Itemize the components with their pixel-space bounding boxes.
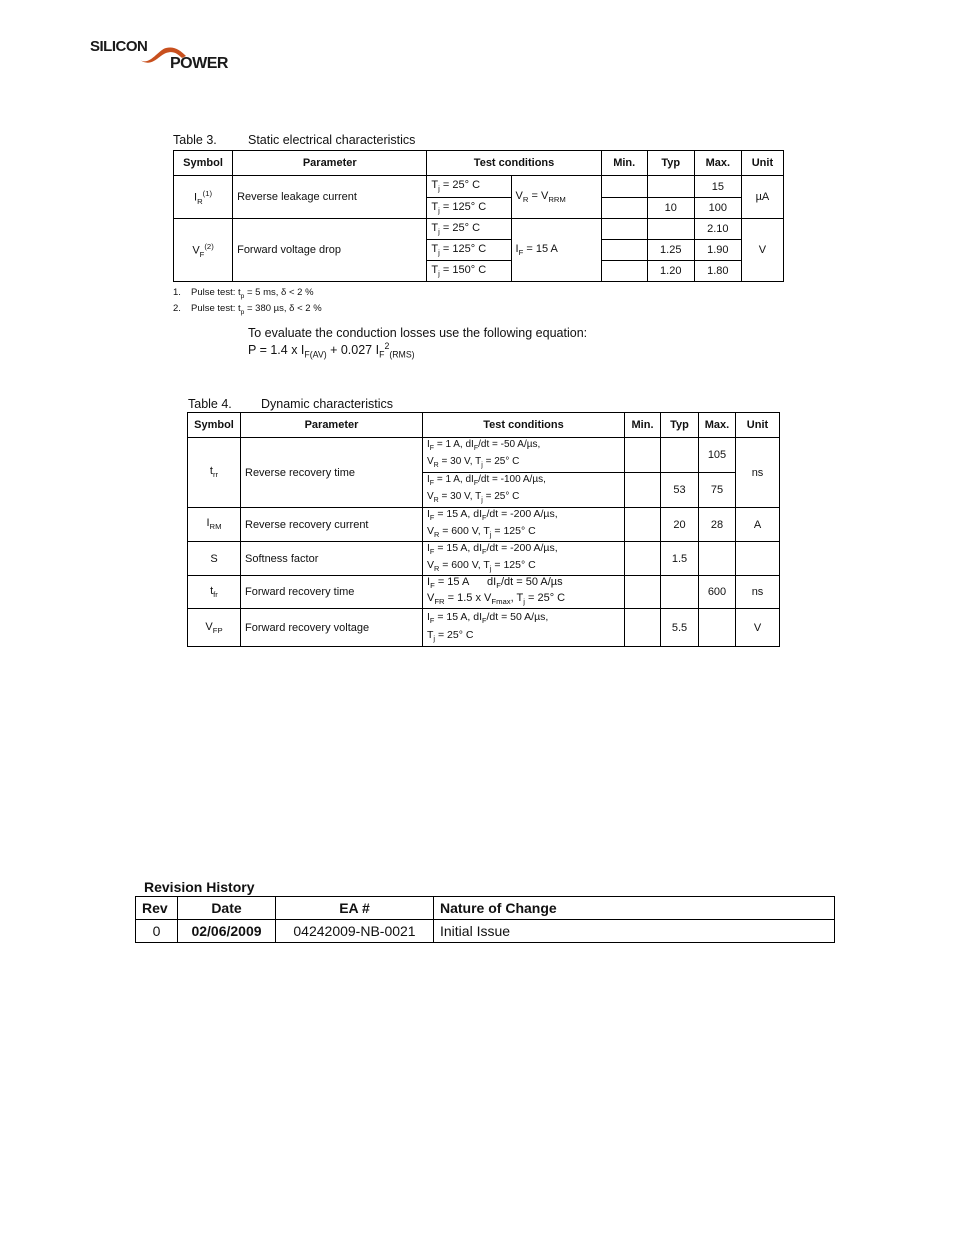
tfr-cond: $I_F = 15$ A $dI_F/dt = 50$ A/µs $V_{FR} = 1.5$ x $V_{Fmax}$, $T_j = 25^\circ$ C xyxy=(423,576,625,609)
vf-min-2 xyxy=(601,240,647,261)
table-row xyxy=(188,542,780,576)
irm-unit: A xyxy=(736,508,780,542)
logo-word-silicon: SILICON xyxy=(90,38,148,55)
footnote-1: 1. Pulse test: $t_p = 5$ ms, δ < 2 % xyxy=(173,287,314,300)
revision-history-title: Revision History xyxy=(144,879,255,895)
vf-min-1 xyxy=(601,219,647,240)
table3-caption xyxy=(173,133,416,147)
irm-max: 28 xyxy=(699,508,736,542)
tfr-symbol: $t_{fr}$ xyxy=(188,576,241,609)
irm-cond: $I_F = 15$ A, $dI_F/dt = -200$ A/µs, $V_R = 600$ V, $T_j = 125^\circ$ C xyxy=(423,508,625,542)
irm-min xyxy=(625,508,661,542)
header-test-conditions: Test conditions xyxy=(427,151,601,176)
ir-cond-right: $V_R = V_{RRM}$ xyxy=(511,176,601,219)
table-row xyxy=(188,438,780,473)
table-row xyxy=(136,920,835,943)
ir-unit: µA xyxy=(741,176,783,219)
table3-static-characteristics xyxy=(173,150,784,282)
revision-ea: 04242009-NB-0021 xyxy=(276,920,434,943)
vf-cond-3: $T_j = 150^\circ$ C xyxy=(427,261,511,282)
table-row xyxy=(188,576,780,609)
vf-max-3: 1.80 xyxy=(694,261,741,282)
header-symbol: Symbol xyxy=(174,151,233,176)
header-min: Min. xyxy=(601,151,647,176)
vfp-parameter: Forward recovery voltage xyxy=(241,609,423,647)
table3-header-row xyxy=(174,151,784,176)
trr-parameter: Reverse recovery time xyxy=(241,438,423,508)
ir-max-1: 15 xyxy=(694,176,741,198)
tfr-max: 600 xyxy=(699,576,736,609)
revision-change: Initial Issue xyxy=(434,920,835,943)
trr-cond-2: $I_F = 1$ A, $dI_F/dt = -100$ A/µs, $V_R = 30$ V, $T_j = 25^\circ$ C xyxy=(423,473,625,508)
vf-cond-2: $T_j = 125^\circ$ C xyxy=(427,240,511,261)
revision-history-table xyxy=(135,896,835,943)
s-min xyxy=(625,542,661,576)
vf-cond-1: $T_j = 25^\circ$ C xyxy=(427,219,511,240)
vf-max-2: 1.90 xyxy=(694,240,741,261)
table4-header-row xyxy=(188,413,780,438)
s-unit xyxy=(736,542,780,576)
header-max: Max. xyxy=(694,151,741,176)
header-parameter: Parameter xyxy=(233,151,427,176)
revision-date: 02/06/2009 xyxy=(178,920,276,943)
table-row xyxy=(188,508,780,542)
trr-typ-2: 53 xyxy=(661,473,699,508)
header-parameter: Parameter xyxy=(241,413,423,438)
ir-max-2: 100 xyxy=(694,198,741,219)
tfr-min xyxy=(625,576,661,609)
s-cond: $I_F = 15$ A, $dI_F/dt = -200$ A/µs, $V_R = 600$ V, $T_j = 125^\circ$ C xyxy=(423,542,625,576)
trr-cond-1: $I_F = 1$ A, $dI_F/dt = -50$ A/µs, $V_R = 30$ V, $T_j = 25^\circ$ C xyxy=(423,438,625,473)
vfp-typ: 5.5 xyxy=(661,609,699,647)
vf-cond-right: $I_F = 15$ A xyxy=(511,219,601,282)
revision-header-row xyxy=(136,897,835,920)
tfr-parameter: Forward recovery time xyxy=(241,576,423,609)
ir-min-1 xyxy=(601,176,647,198)
equation: P = 1.4 x $I_{F(AV)} + 0.027$ $I_F^2_{(RMS)}$ xyxy=(248,341,415,360)
ir-typ-1 xyxy=(647,176,694,198)
table4-title: Dynamic characteristics xyxy=(261,397,393,411)
table4-number: Table 4. xyxy=(188,397,232,411)
header-nature-of-change: Nature of Change xyxy=(434,897,835,920)
s-max xyxy=(699,542,736,576)
header-max: Max. xyxy=(699,413,736,438)
trr-unit: ns xyxy=(736,438,780,508)
trr-max-2: 75 xyxy=(699,473,736,508)
logo-word-power: POWER xyxy=(170,55,228,72)
header-unit: Unit xyxy=(741,151,783,176)
header-typ: Typ xyxy=(661,413,699,438)
company-logo xyxy=(88,34,248,78)
table-row xyxy=(188,609,780,647)
table3-title: Static electrical characteristics xyxy=(248,133,416,147)
s-parameter: Softness factor xyxy=(241,542,423,576)
vf-typ-1 xyxy=(647,219,694,240)
vfp-max xyxy=(699,609,736,647)
trr-min-1 xyxy=(625,438,661,473)
header-test-conditions: Test conditions xyxy=(423,413,625,438)
table4-dynamic-characteristics xyxy=(187,412,780,647)
header-ea: EA # xyxy=(276,897,434,920)
trr-typ-1 xyxy=(661,438,699,473)
vfp-cond: $I_F = 15$ A, $dI_F/dt = 50$ A/µs, $T_j = 25^\circ$ C xyxy=(423,609,625,647)
tfr-unit: ns xyxy=(736,576,780,609)
vf-max-1: 2.10 xyxy=(694,219,741,240)
vf-min-3 xyxy=(601,261,647,282)
header-rev: Rev xyxy=(136,897,178,920)
equation-intro: To evaluate the conduction losses use the following equation: xyxy=(248,326,588,340)
ir-parameter: Reverse leakage current xyxy=(233,176,427,219)
tfr-typ xyxy=(661,576,699,609)
trr-max-1: 105 xyxy=(699,438,736,473)
vf-parameter: Forward voltage drop xyxy=(233,219,427,282)
ir-min-2 xyxy=(601,198,647,219)
ir-typ-2: 10 xyxy=(647,198,694,219)
footnote-2: 2. Pulse test: $t_p = 380$ µs, δ < 2 % xyxy=(173,303,322,316)
vfp-unit: V xyxy=(736,609,780,647)
header-symbol: Symbol xyxy=(188,413,241,438)
header-unit: Unit xyxy=(736,413,780,438)
trr-symbol: $t_{rr}$ xyxy=(188,438,241,508)
header-typ: Typ xyxy=(647,151,694,176)
ir-symbol: $I_R^{(1)}$ xyxy=(174,176,233,219)
irm-typ: 20 xyxy=(661,508,699,542)
table4-caption xyxy=(188,397,393,411)
ir-cond-2: $T_j = 125^\circ$ C xyxy=(427,198,511,219)
s-symbol: S xyxy=(188,542,241,576)
header-min: Min. xyxy=(625,413,661,438)
trr-min-2 xyxy=(625,473,661,508)
vf-typ-2: 1.25 xyxy=(647,240,694,261)
header-date: Date xyxy=(178,897,276,920)
ir-cond-1: $T_j = 25^\circ$ C xyxy=(427,176,511,198)
irm-symbol: $I_{RM}$ xyxy=(188,508,241,542)
vfp-symbol: $V_{FP}$ xyxy=(188,609,241,647)
table3-number: Table 3. xyxy=(173,133,217,147)
vf-unit: V xyxy=(741,219,783,282)
table-row xyxy=(174,219,784,240)
table-row xyxy=(174,176,784,198)
s-typ: 1.5 xyxy=(661,542,699,576)
irm-parameter: Reverse recovery current xyxy=(241,508,423,542)
vfp-min xyxy=(625,609,661,647)
vf-typ-3: 1.20 xyxy=(647,261,694,282)
vf-symbol: $V_F^{(2)}$ xyxy=(174,219,233,282)
revision-rev: 0 xyxy=(136,920,178,943)
